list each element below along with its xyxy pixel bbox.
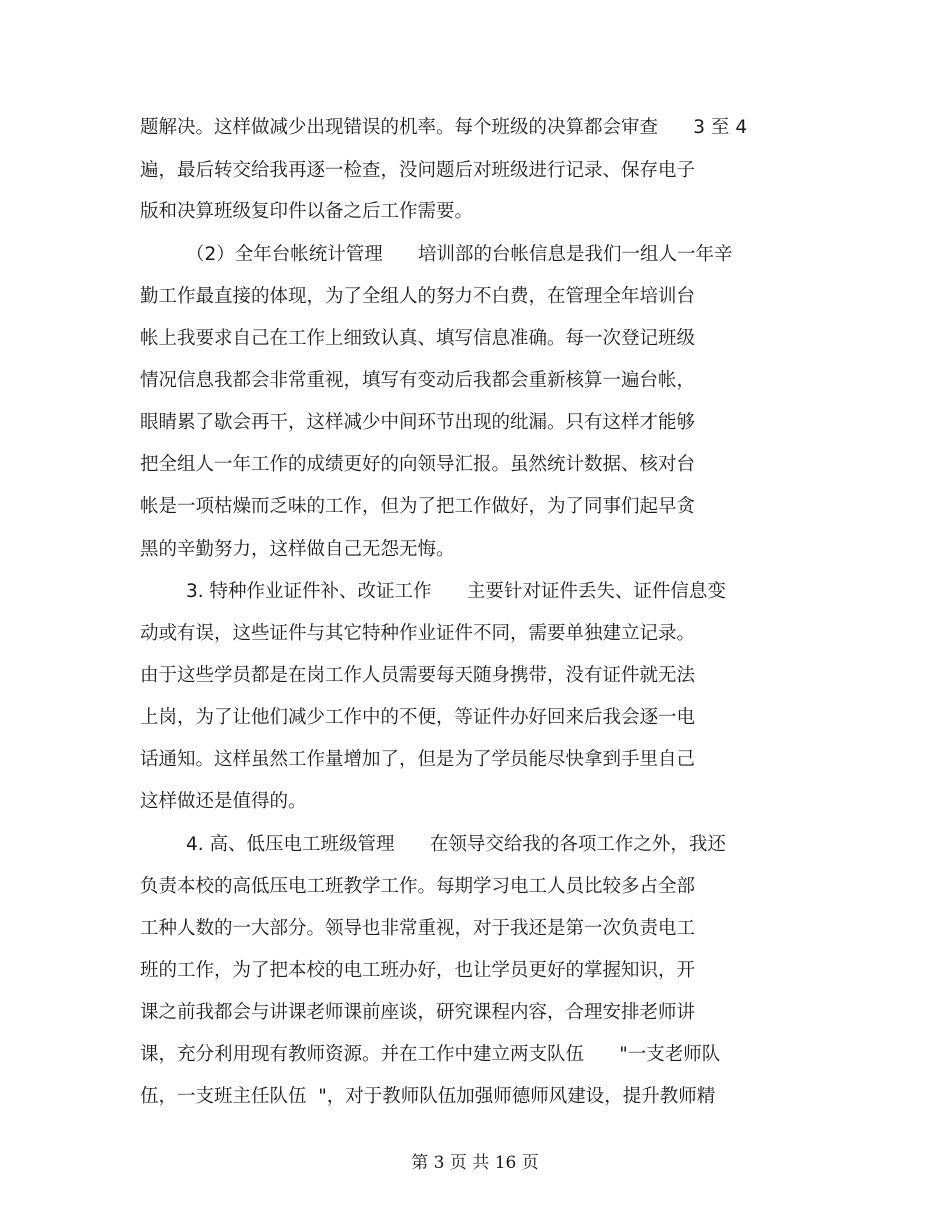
text-line: 伍，一支班主任队伍 "，对于教师队伍加强师德师风建设，提升教师精 xyxy=(140,1086,716,1107)
text-line: 工种人数的一大部分。领导也非常重视，对于我还是第一次负责电工 xyxy=(140,918,696,939)
text-line: 负责本校的高低压电工班教学工作。每期学习电工人员比较多占全部 xyxy=(140,876,696,897)
text-line: 3. 特种作业证件补、改证工作 主要针对证件丢失、证件信息变 xyxy=(186,581,726,602)
page-footer: 第 3 页 共 16 页 xyxy=(411,1153,539,1173)
text-line: 黑的辛勤努力，这样做自己无怨无悔。 xyxy=(140,539,455,560)
text-line: 把全组人一年工作的成绩更好的向领导汇报。虽然统计数据、核对台 xyxy=(140,454,696,475)
text-line: 遍，最后转交给我再逐一检查，没问题后对班级进行记录、保存电子 xyxy=(140,160,696,181)
text-line: 上岗，为了让他们减少工作中的不便，等证件办好回来后我会逐一电 xyxy=(140,707,696,728)
text-line: 帐是一项枯燥而乏味的工作，但为了把工作做好，为了同事们起早贪 xyxy=(140,496,696,517)
text-line: （2）全年台帐统计管理 培训部的台帐信息是我们一组人一年辛 xyxy=(186,244,733,265)
text-line: 帐上我要求自己在工作上细致认真、填写信息准确。每一次登记班级 xyxy=(140,328,696,349)
text-line: 动或有误，这些证件与其它特种作业证件不同，需要单独建立记录。 xyxy=(140,623,696,644)
text-line: 勤工作最直接的体现，为了全组人的努力不白费，在管理全年培训台 xyxy=(140,286,696,307)
text-line: 4. 高、低压电工班级管理 在领导交给我的各项工作之外，我还 xyxy=(186,834,726,855)
text-line: 眼睛累了歇会再干，这样减少中间环节出现的纰漏。只有这样才能够 xyxy=(140,412,696,433)
text-line: 题解决。这样做减少出现错误的机率。每个班级的决算都会审查 3 至 4 xyxy=(140,117,748,138)
text-line: 课，充分利用现有教师资源。并在工作中建立两支队伍 "一支老师队 xyxy=(140,1044,721,1065)
text-line: 课之前我都会与讲课老师课前座谈，研究课程内容，合理安排老师讲 xyxy=(140,1002,696,1023)
text-line: 班的工作，为了把本校的电工班办好，也让学员更好的掌握知识，开 xyxy=(140,960,696,981)
text-line: 话通知。这样虽然工作量增加了，但是为了学员能尽快拿到手里自己 xyxy=(140,749,696,770)
text-line: 情况信息我都会非常重视，填写有变动后我都会重新核算一遍台帐， xyxy=(140,370,696,391)
text-line: 由于这些学员都是在岗工作人员需要每天随身携带，没有证件就无法 xyxy=(140,665,696,686)
text-line: 版和决算班级复印件以备之后工作需要。 xyxy=(140,201,474,222)
text-line: 这样做还是值得的。 xyxy=(140,791,307,812)
